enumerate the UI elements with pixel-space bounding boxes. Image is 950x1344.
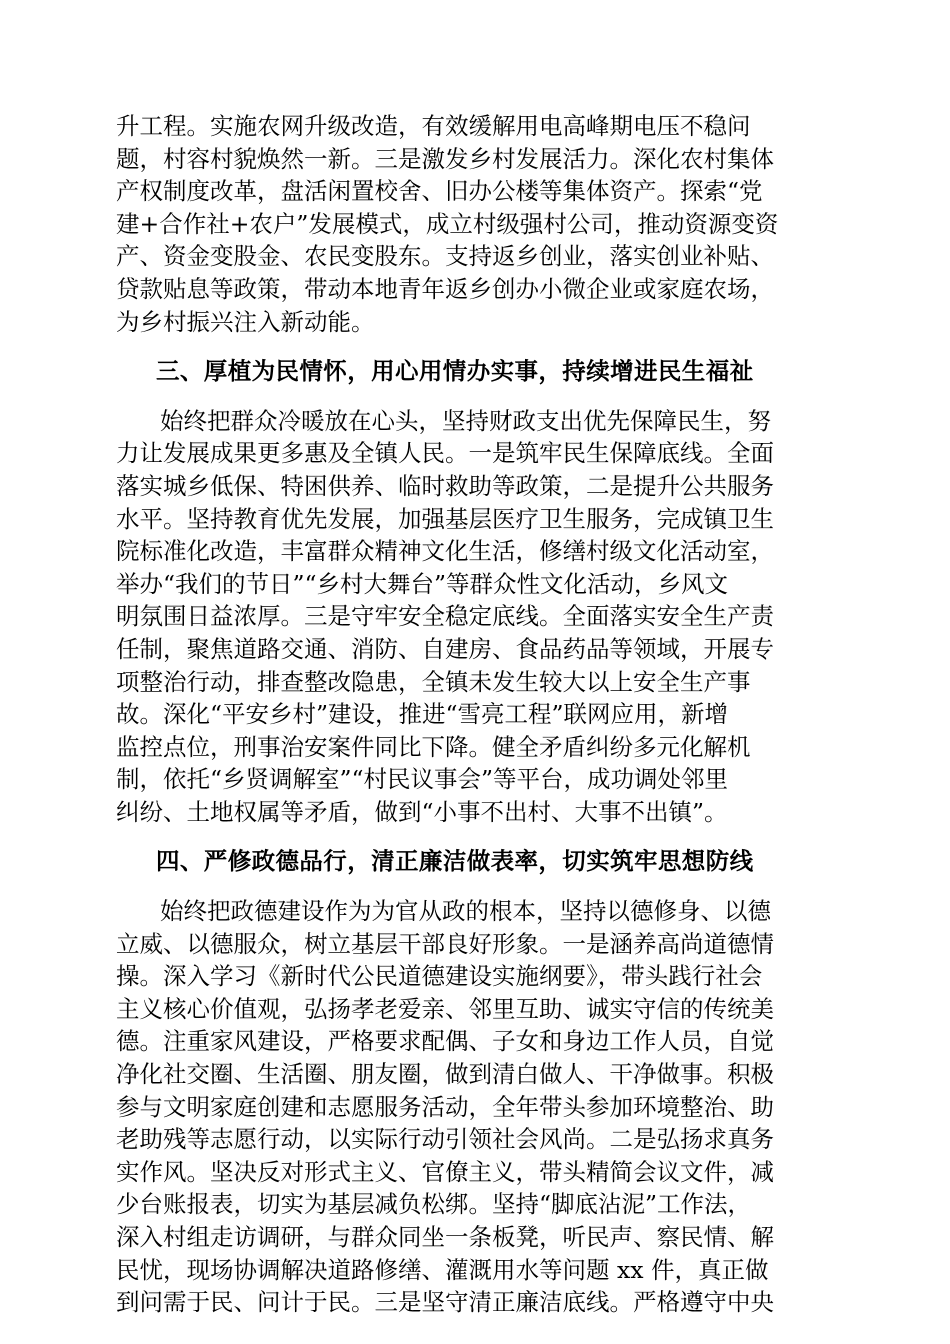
text-line: 明氛围日益浓厚。三是守牢安全稳定底线。全面落实安全生产责: [116, 602, 774, 631]
paragraph-continued: [116, 110, 836, 338]
spacer: [116, 338, 836, 355]
spacer: [116, 878, 836, 895]
text-line: 纠纷、土地权属等矛盾，做到“小事不出村、大事不出镇”。: [116, 797, 728, 826]
text-line: 题，村容村貌焕然一新。三是激发乡村发展活力。深化农村集体: [116, 144, 774, 173]
text-line: 深入村组走访调研，与群众同坐一条板凳，听民声、察民情、解: [116, 1223, 774, 1251]
text-line: 水平。坚持教育优先发展，加强基层医疗卫生服务，完成镇卫生: [116, 504, 774, 533]
text-line: 任制，聚焦道路交通、消防、自建房、食品药品等领域，开展专: [116, 634, 774, 663]
text-line: 故。深化“平安乡村”建设，推进“雪亮工程”联网应用，新增: [116, 700, 729, 729]
text-line: 落实城乡低保、特困供养、临时救助等政策，二是提升公共服务: [116, 471, 774, 500]
text-line: 参与文明家庭创建和志愿服务活动，全年带头参加环境整治、助: [116, 1092, 774, 1121]
text-line: 产权制度改革，盘活闲置校舍、旧办公楼等集体资产。探索“党: [116, 177, 763, 206]
text-line: 始终把群众冷暖放在心头，坚持财政支出优先保障民生，努: [160, 406, 771, 435]
spacer: [116, 388, 836, 405]
section-heading-3: 三、厚植为民情怀，用心用情办实事，持续增进民生福祉: [156, 357, 754, 386]
text-line: 净化社交圈、生活圈、朋友圈，做到清白做人、干净做事。积极: [116, 1060, 774, 1089]
text-line: 实作风。坚决反对形式主义、官僚主义，带头精简会议文件，减: [116, 1157, 774, 1186]
document-body: [116, 110, 836, 1319]
text-line: 老助残等志愿行动，以实际行动引领社会风尚。二是弘扬求真务: [116, 1125, 774, 1154]
text-line: 少台账报表，切实为基层减负松绑。坚持“脚底沾泥”工作法，: [116, 1190, 752, 1219]
section-4-paragraph: [116, 895, 836, 1319]
text-line: 产、资金变股金、农民变股东。支持返乡创业，落实创业补贴、: [116, 242, 774, 271]
text-line: 德。注重家风建设，严格要求配偶、子女和身边工作人员，自觉: [116, 1027, 774, 1056]
section-heading-4: 四、严修政德品行，清正廉洁做表率，切实筑牢思想防线: [156, 847, 754, 876]
text-line: 制，依托“乡贤调解室”“村民议事会”等平台，成功调处邻里: [116, 765, 729, 794]
text-line: 立威、以德服众，树立基层干部良好形象。一是涵养高尚道德情: [116, 929, 774, 958]
text-line: 项整治行动，排查整改隐患，全镇未发生较大以上安全生产事: [116, 667, 751, 696]
text-line: 升工程。实施农网升级改造，有效缓解用电高峰期电压不稳问: [116, 112, 751, 140]
text-line: 主义核心价值观，弘扬孝老爱亲、邻里互助、诚实守信的传统美: [116, 994, 774, 1023]
text-line: 操。深入学习《新时代公民道德建设实施纲要》，带头践行社会: [116, 962, 763, 991]
spacer: [116, 828, 836, 845]
text-line: 贷款贴息等政策，带动本地青年返乡创办小微企业或家庭农场，: [116, 274, 774, 303]
section-3-paragraph: [116, 405, 836, 829]
text-line: 建+合作社+农户”发展模式，成立村级强村公司，推动资源变资: [116, 209, 779, 238]
text-line: 到问需于民、问计于民。三是坚守清正廉洁底线。严格遵守中央: [116, 1288, 774, 1317]
text-line: 举办“我们的节日”“乡村大舞台”等群众性文化活动，乡风文: [116, 569, 729, 598]
text-line: 院标准化改造，丰富群众精神文化生活，修缮村级文化活动室，: [116, 537, 774, 566]
text-line: 监控点位，刑事治安案件同比下降。健全矛盾纠纷多元化解机: [116, 732, 751, 761]
text-line: 为乡村振兴注入新动能。: [116, 307, 375, 336]
text-line: 始终把政德建设作为为官从政的根本，坚持以德修身、以德: [160, 897, 771, 926]
text-line: 民忧，现场协调解决道路修缮、灌溉用水等问题 xx 件，真正做: [116, 1255, 769, 1284]
text-line: 力让发展成果更多惠及全镇人民。一是筑牢民生保障底线。全面: [116, 439, 774, 468]
